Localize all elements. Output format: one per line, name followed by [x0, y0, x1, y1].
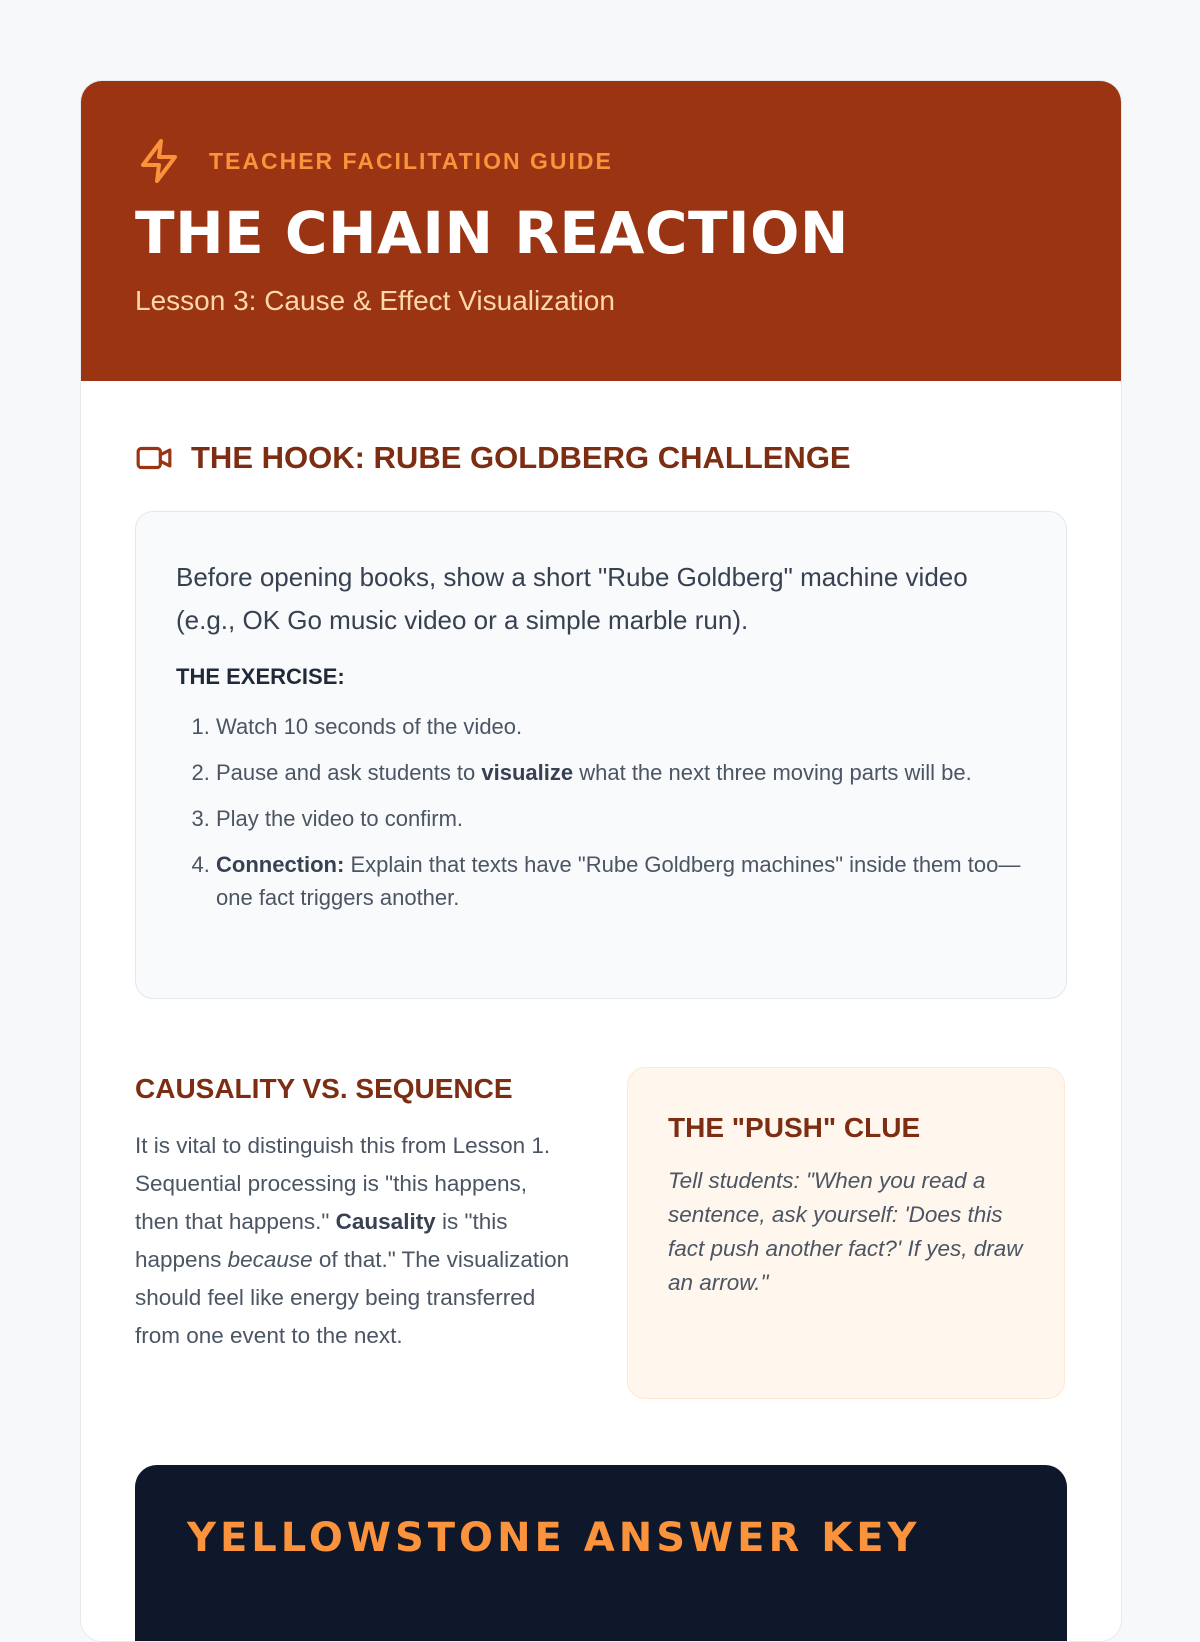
header: [81, 81, 1121, 381]
push-clue-callout: [627, 1067, 1065, 1399]
exercise-steps: [176, 710, 1026, 914]
exercise-label: THE EXERCISE:: [176, 664, 345, 689]
eyebrow-label: TEACHER FACILITATION GUIDE: [209, 147, 613, 174]
answer-key-title: YELLOWSTONE ANSWER KEY: [187, 1515, 921, 1561]
page-title: THE CHAIN REACTION: [135, 199, 849, 267]
list-item: 4. Connection: Explain that texts have "Rube Goldberg machines" inside them too—one fact triggers another.: [216, 848, 1026, 914]
causality-title: CAUSALITY VS. SEQUENCE: [135, 1073, 513, 1104]
clue-text: Tell students: "When you read a sentence, ask yourself: 'Does this fact push another fact?' If yes, draw an arrow.": [668, 1168, 1023, 1295]
hook-intro: Before opening books, show a short "Rube Goldberg" machine video (e.g., OK Go music video or a simple marble run).: [176, 562, 968, 635]
list-item: 1. Watch 10 seconds of the video.: [216, 710, 1026, 743]
lightning-icon: [135, 137, 183, 185]
page-subtitle: Lesson 3: Cause & Effect Visualization: [135, 285, 615, 316]
hook-title: THE HOOK: RUBE GOLDBERG CHALLENGE: [191, 440, 851, 475]
guide-card: [80, 80, 1122, 1642]
video-camera-icon: [135, 439, 173, 477]
clue-title: THE "PUSH" CLUE: [668, 1112, 921, 1143]
eyebrow: [135, 137, 1067, 185]
causality-section: [135, 1067, 573, 1399]
list-item: 3. Play the video to confirm.: [216, 802, 1026, 835]
causality-text: It is vital to distinguish this from Lesson 1. Sequential processing is "this happens, then that happens." Causality is "this happens because of that." The visualization should feel like energy being transferred from one event to the next.: [135, 1133, 570, 1348]
content: [81, 381, 1121, 1642]
answer-key-panel: [135, 1465, 1067, 1642]
hook-heading: [135, 439, 1067, 477]
hook-box: [135, 511, 1067, 999]
list-item: 2. Pause and ask students to visualize what the next three moving parts will be.: [216, 756, 1026, 789]
two-column-section: [135, 1067, 1067, 1399]
